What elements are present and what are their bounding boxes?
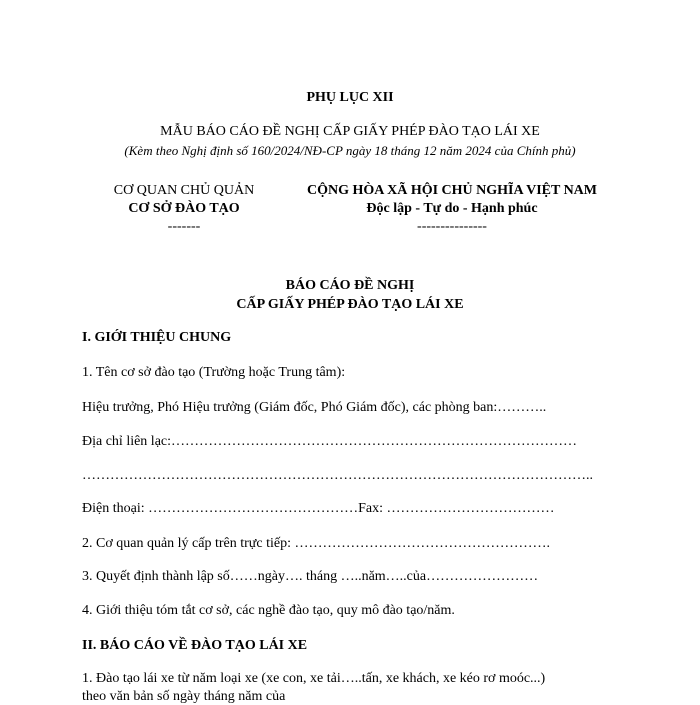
report-title-line1: BÁO CÁO ĐỀ NGHỊ — [285, 278, 415, 293]
form-title: MẪU BÁO CÁO ĐỀ NGHỊ CẤP GIẤY PHÉP ĐÀO TẠO LÁI XE — [160, 124, 540, 139]
agency-divider: ------- — [167, 219, 201, 234]
training-start-field: 1. Đào tạo lái xe từ năm loại xe (xe con, xe tải…..tấn, xe khách, xe kéo rơ moóc...) — [82, 671, 546, 686]
address-field: Địa chỉ liên lạc:…………………………………………………………………………… — [82, 434, 578, 449]
national-motto: Độc lập - Tự do - Hạnh phúc — [366, 201, 538, 216]
principal-field: Hiệu trưởng, Phó Hiệu trưởng (Giám đốc, Phó Giám đốc), các phòng ban:……….. — [82, 400, 547, 415]
country-name: CỘNG HÒA XÃ HỘI CHỦ NGHĨA VIỆT NAM — [306, 183, 597, 198]
section-2-heading: II. BÁO CÁO VỀ ĐÀO TẠO LÁI XE — [82, 638, 308, 653]
motto-divider: --------------- — [417, 219, 487, 234]
supervising-agency-field: 2. Cơ quan quản lý cấp trên trực tiếp: ………………………………………………. — [82, 536, 550, 551]
address-continuation: ……………………………………………………………………………………………….. — [82, 468, 593, 483]
establishment-decision-field: 3. Quyết định thành lập số……ngày…. tháng …..năm…..của…………………… — [82, 569, 539, 584]
section-1-heading: I. GIỚI THIỆU CHUNG — [82, 330, 232, 345]
institution-name: CƠ SỞ ĐÀO TẠO — [128, 201, 240, 216]
institution-summary-field: 4. Giới thiệu tóm tắt cơ sở, các nghề đào tạo, quy mô đào tạo/năm. — [82, 603, 455, 618]
national-motto-column — [290, 182, 614, 236]
report-title-line2: CẤP GIẤY PHÉP ĐÀO TẠO LÁI XE — [236, 297, 464, 312]
report-title — [0, 276, 700, 314]
training-document-field: theo văn bản số ngày tháng năm của — [82, 689, 286, 704]
agency-column — [84, 182, 284, 236]
institution-name-field: 1. Tên cơ sở đào tạo (Trường hoặc Trung tâm): — [82, 365, 346, 380]
form-subtitle: (Kèm theo Nghị định số 160/2024/NĐ-CP ngày 18 tháng 12 năm 2024 của Chính phủ) — [124, 143, 576, 158]
appendix-title: PHỤ LỤC XII — [306, 90, 394, 105]
phone-fax-field: Điện thoại: ………………………………………Fax: ……………………………… — [82, 501, 555, 516]
agency-name: CƠ QUAN CHỦ QUẢN — [113, 183, 255, 198]
